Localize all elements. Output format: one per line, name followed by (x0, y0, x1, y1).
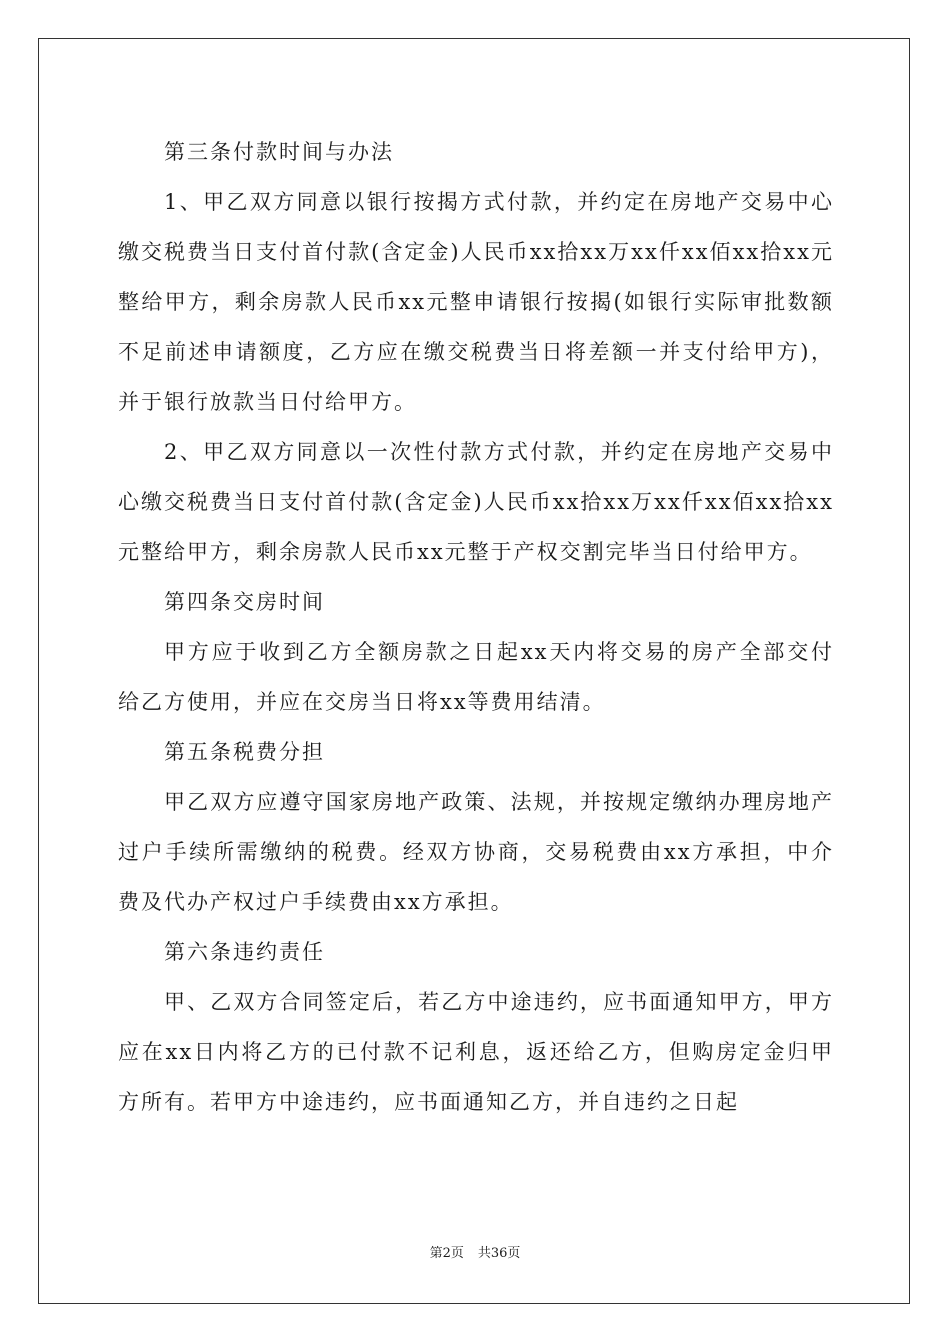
paragraph-payment-lump-sum: 2、甲乙双方同意以一次性付款方式付款，并约定在房地产交易中心缴交税费当日支付首付款(含定金)人民币xx拾xx万xx仟xx佰xx拾xx元整给甲方，剩余房款人民币xx元整于产权交割完毕当日付给甲方。 (118, 440, 834, 564)
page-footer (0, 1242, 950, 1261)
paragraph-taxes: 甲乙双方应遵守国家房地产政策、法规，并按规定缴纳办理房地产过户手续所需缴纳的税费。经双方协商，交易税费由xx方承担，中介费及代办产权过户手续费由xx方承担。 (118, 790, 834, 914)
document-body (118, 127, 834, 1127)
section-heading-taxes: 第五条税费分担 (164, 740, 325, 764)
page-number-current: 第2页 (429, 1246, 464, 1261)
section-heading-breach: 第六条违约责任 (164, 940, 325, 964)
paragraph-handover: 甲方应于收到乙方全额房款之日起xx天内将交易的房产全部交付给乙方使用，并应在交房当日将xx等费用结清。 (118, 640, 834, 714)
section-heading-handover: 第四条交房时间 (164, 590, 325, 614)
section-heading-payment: 第三条付款时间与办法 (164, 140, 394, 164)
paragraph-payment-mortgage: 1、甲乙双方同意以银行按揭方式付款，并约定在房地产交易中心缴交税费当日支付首付款(含定金)人民币xx拾xx万xx仟xx佰xx拾xx元整给甲方，剩余房款人民币xx元整申请银行按揭(如银行实际审批数额不足前述申请额度，乙方应在缴交税费当日将差额一并支付给甲方)，并于银行放款当日付给甲方。 (118, 190, 834, 414)
paragraph-breach: 甲、乙双方合同签定后，若乙方中途违约，应书面通知甲方，甲方应在xx日内将乙方的已付款不记利息，返还给乙方，但购房定金归甲方所有。若甲方中途违约，应书面通知乙方，并自违约之日起 (118, 990, 834, 1114)
page-number-total: 共36页 (477, 1246, 521, 1261)
